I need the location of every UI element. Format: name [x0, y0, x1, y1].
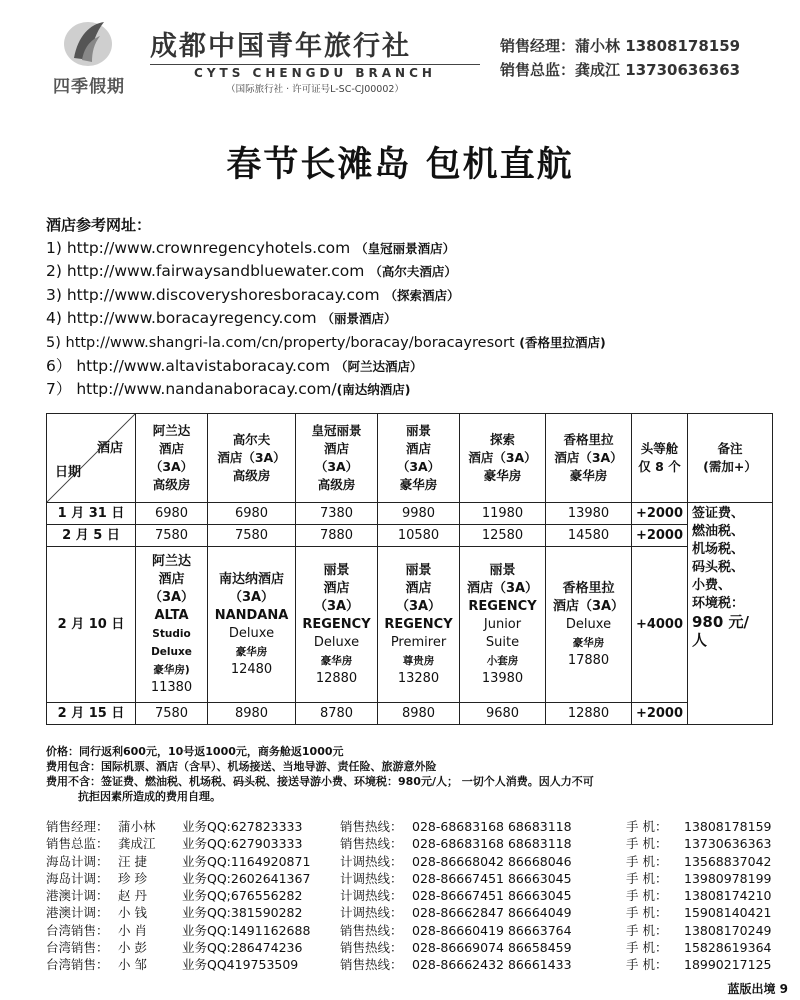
price-cell: 7880 [296, 525, 378, 547]
hotel-url-item: 2) http://www.fairwaysandbluewater.com （高尔夫酒店） [46, 262, 457, 281]
date-cell: 2 月 5 日 [47, 525, 136, 547]
fees-excluded-line: 费用不含：签证费、燃油税、机场税、码头税、接送导游小费、环境税：980元/人； 一切个人消费。因人力不可 [46, 775, 594, 788]
contact-row: 港澳计调： 赵 丹 业务QQ;676556282 计调热线： 028-86667451 86663045 手 机： 13808174210 [46, 888, 772, 904]
column-header: 探索 酒店（3A） 豪华房 [460, 414, 546, 503]
price-cell: 8780 [296, 703, 378, 725]
first-class-cell: +4000 [632, 547, 688, 703]
contact-row: 海岛计调： 珍 珍 业务QQ:2602641367 计调热线： 028-86667451 86663045 手 机： 13980978199 [46, 870, 772, 886]
agency-name-cn: 成都中国青年旅行社 [150, 24, 480, 65]
hotel-link[interactable]: http://www.shangri-la.com/cn/property/boracay/boracayresort [65, 334, 515, 351]
first-class-cell: +2000 [632, 525, 688, 547]
hotel-url-item: 1) http://www.crownregencyhotels.com （皇冠丽景酒店） [46, 239, 456, 257]
contact-row: 海岛计调： 汪 捷 业务QQ:1164920871 计调热线： 028-86668042 86668046 手 机： 13568837042 [46, 853, 772, 869]
column-header: 丽景 酒店 （3A） 豪华房 [378, 414, 460, 503]
column-header: 头等舱 仅 8 个 [632, 414, 688, 503]
table-row [47, 703, 773, 725]
price-cell: 14580 [546, 525, 632, 547]
column-header: 香格里拉 酒店（3A） 豪华房 [546, 414, 632, 503]
table-row [47, 525, 773, 547]
fees-excluded-line-2: 抗拒因素所造成的费用自理。 [78, 790, 221, 803]
column-header: 皇冠丽景 酒店 （3A） 高级房 [296, 414, 378, 503]
price-cell: 12580 [460, 525, 546, 547]
manager-contacts [500, 34, 740, 82]
agency-block [150, 24, 480, 95]
price-cell: 9680 [460, 703, 546, 725]
contact-list [46, 818, 786, 974]
price-cell: 8980 [378, 703, 460, 725]
price-cell: 11980 [460, 503, 546, 525]
column-header: 备注 (需加+） [688, 414, 773, 503]
contact-row: 台湾销售： 小 肖 业务QQ:1491162688 销售热线： 028-86660419 86663764 手 机： 13808170249 [46, 922, 772, 938]
page-title: 春节长滩岛 包机直航 [226, 145, 574, 185]
date-cell: 2 月 10 日 [47, 547, 136, 703]
table-row [47, 503, 773, 525]
price-cell: 7580 [136, 525, 208, 547]
date-cell: 1 月 31 日 [47, 503, 136, 525]
logo [34, 14, 144, 97]
table-header-row [47, 414, 773, 503]
first-class-cell: +2000 [632, 703, 688, 725]
date-cell: 2 月 15 日 [47, 703, 136, 725]
logo-text: 四季假期 [53, 77, 125, 97]
diagonal-corner-cell: 酒店 日期 [47, 414, 136, 503]
hotel-link[interactable]: http://www.altavistaboracay.com [76, 357, 331, 376]
contact-row: 台湾销售： 小 彭 业务QQ:286474236 销售热线： 028-86669074 86658459 手 机： 15828619364 [46, 940, 772, 956]
manager-line: 销售总监：龚成江 13730636363 [500, 61, 741, 79]
price-table [46, 413, 773, 725]
fee-details [46, 744, 772, 804]
contact-row: 销售总监： 龚成江 业务QQ:627903333 销售热线： 028-68683168 68683118 手 机： 13730636363 [46, 836, 772, 852]
hotel-websites [46, 214, 606, 402]
price-cell: 6980 [208, 503, 296, 525]
hotel-price-cell: 丽景 酒店（3A） REGENCY Junior Suite 小套房 13980 [460, 547, 546, 703]
hotel-link[interactable]: http://www.fairwaysandbluewater.com [66, 262, 365, 281]
contact-row: 销售经理： 蒲小林 业务QQ:627823333 销售热线： 028-68683168 68683118 手 机： 13808178159 [46, 819, 772, 834]
manager-line: 销售经理：蒲小林 13808178159 [500, 37, 741, 55]
hotel-link[interactable]: http://www.discoveryshoresboracay.com [66, 285, 380, 304]
price-cell: 12880 [546, 703, 632, 725]
notes-cell: 签证费、 燃油税、 机场税、 码头税、 小费、 环境税： 980 元/ 人 [688, 503, 773, 725]
price-cell: 6980 [136, 503, 208, 525]
price-cell: 13980 [546, 503, 632, 525]
hotel-url-item: 4) http://www.boracayregency.com （丽景酒店） [46, 309, 397, 328]
agency-name-en: CYTS CHENGDU BRANCH [194, 66, 436, 80]
price-cell: 7580 [208, 525, 296, 547]
hotel-price-cell: 南达纳酒店 （3A） NANDANA Deluxe 豪华房 12480 [208, 547, 296, 703]
hotel-price-cell: 丽景 酒店 （3A） REGENCY Premirer 尊贵房 13280 [378, 547, 460, 703]
hotel-link[interactable]: http://www.nandanaboracay.com/ [76, 380, 337, 399]
page-footer: 蓝版出境 9 [727, 982, 788, 996]
hotel-url-item: 7） http://www.nandanaboracay.com/(南达纳酒店) [46, 380, 411, 399]
hotel-price-cell: 丽景 酒店 （3A） REGENCY Deluxe 豪华房 12880 [296, 547, 378, 703]
first-class-cell: +2000 [632, 503, 688, 525]
price-cell: 10580 [378, 525, 460, 547]
hotel-websites-heading: 酒店参考网址： [46, 216, 152, 234]
contact-row: 台湾销售： 小 邹 业务QQ419753509 销售热线： 028-86662432 86661433 手 机： 18990217125 [46, 957, 772, 973]
column-header: 高尔夫 酒店（3A） 高级房 [208, 414, 296, 503]
header [0, 0, 800, 100]
column-header: 阿兰达 酒店 （3A） 高级房 [136, 414, 208, 503]
price-cell: 7380 [296, 503, 378, 525]
hotel-url-item: 6） http://www.altavistaboracay.com （阿兰达酒店） [46, 357, 423, 376]
table-row [47, 547, 773, 703]
hotel-price-cell: 香格里拉 酒店（3A） Deluxe 豪华房 17880 [546, 547, 632, 703]
price-rebate-line: 价格：同行返利600元，10号返1000元，商务舱返1000元 [46, 745, 344, 758]
hotel-url-item: 3) http://www.discoveryshoresboracay.com （探索酒店） [46, 285, 460, 304]
hotel-link[interactable]: http://www.boracayregency.com [66, 309, 317, 328]
contact-row: 港澳计调： 小 钱 业务QQ:381590282 计调热线： 028-86662847 86664049 手 机： 15908140421 [46, 905, 772, 921]
hotel-url-item: 5) http://www.shangri-la.com/cn/property/boracay/boracayresort (香格里拉酒店) [46, 334, 606, 351]
license-number: （国际旅行社 · 许可证号L-SC-CJ00002） [226, 84, 404, 95]
fees-included-line: 费用包含：国际机票、酒店（含早）、机场接送、当地导游、责任险、旅游意外险 [46, 760, 437, 773]
price-cell: 8980 [208, 703, 296, 725]
price-cell: 9980 [378, 503, 460, 525]
four-seasons-logo-icon [60, 14, 116, 70]
hotel-link[interactable]: http://www.crownregencyhotels.com [66, 239, 351, 257]
price-cell: 7580 [136, 703, 208, 725]
hotel-price-cell: 阿兰达 酒店 （3A） ALTA Studio Deluxe 豪华房) 11380 [136, 547, 208, 703]
